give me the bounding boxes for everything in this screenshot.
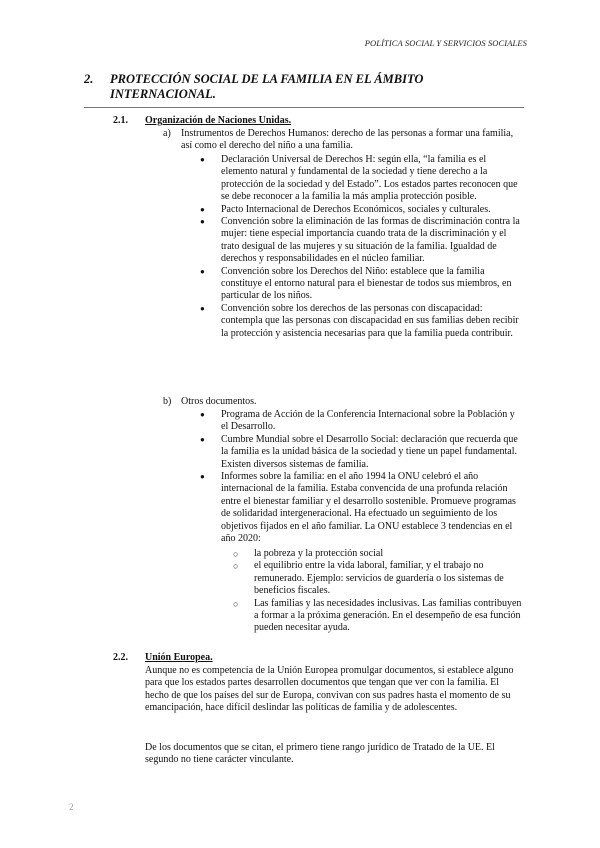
hollow-bullet-icon: ○ <box>233 549 239 559</box>
list-item: ● Declaración Universal de Derechos H: según ella, “la familia es el elemento natural y fundamental de la sociedad y tiene derecho a la protección de la sociedad y del Estado”. Los estados partes reconocen que se debe reconocer a la familia la más amplia protección posible. <box>200 154 518 203</box>
running-header: POLÍTICA SOCIAL Y SERVICIOS SOCIALES <box>364 38 527 48</box>
bullet-icon: ● <box>200 266 205 276</box>
section-2-1-heading: Organización de Naciones Unidas. <box>145 115 292 126</box>
list-item: ○ Las familias y las necesidades inclusivas. Las familias contribuyen a formar a la próxima generación. En el desempeño de esa función pueden necesitar ayuda. <box>233 597 522 634</box>
bullet-icon: ● <box>200 217 205 227</box>
list-label-a: a) <box>163 128 171 139</box>
list-item: ● Convención sobre los Derechos del Niño: establece que la familia constituye el entorno natural para el bienestar de todos sus miembros, en particular de los niños. <box>200 265 512 302</box>
chapter-title: PROTECCIÓN SOCIAL DE LA FAMILIA EN EL ÁMBITO INTERNACIONAL. <box>110 72 424 101</box>
list-item: ○ el equilibrio entre la vida laboral, familiar, y el trabajo no remunerado. Ejemplo: servicios de guardería o los sistemas de beneficios fiscales. <box>233 560 504 597</box>
b-sub-list <box>233 548 522 635</box>
list-item: ● Convención sobre la eliminación de las formas de discriminación contra la mujer: tiene especial importancia cuando trata de la discriminación y el trato desigual de las mujeres y su situación de la familia. Igualdad de derechos y responsabilidades en el núcleo familiar. <box>200 216 520 265</box>
section-2-2-paragraph-2: De los documentos que se citan, el primero tiene rango jurídico de Tratado de la UE. El segundo no tiene carácter vinculante. <box>145 742 495 766</box>
chapter-number: 2. <box>84 72 94 86</box>
list-item: ○ la pobreza y la protección social <box>233 548 384 559</box>
bullet-icon: ● <box>200 155 205 164</box>
bullet-icon: ● <box>200 303 205 313</box>
list-item: ● Programa de Acción de la Conferencia Internacional sobre la Población y el Desarrollo. <box>200 409 515 433</box>
list-item: ● Informes sobre la familia: en el año 1994 la ONU celebró el año internacional de la familia. Estaba convencida de una profunda relación entre el bienestar familiar y el desarrollo sostenible. Promueve programas de solidaridad intergeneracional. Ha efectuado un seguimiento de los objetivos fijados en el año familiar. La ONU establece 3 tendencias en el año 2020: <box>200 471 516 545</box>
bullet-icon: ● <box>200 434 205 444</box>
bullet-icon: ● <box>200 410 205 419</box>
b-bullet-list <box>200 409 522 545</box>
a-bullet-list <box>200 154 522 340</box>
section-2-2-number: 2.2. <box>113 652 128 663</box>
title-divider <box>84 107 524 108</box>
list-text-a: Instrumentos de Derechos Humanos: derecho de las personas a formar una familia, así como el derecho del niño a una familia. <box>181 128 514 152</box>
section-2-1-number: 2.1. <box>113 115 128 126</box>
list-item: ● Pacto Internacional de Derechos Económicos, sociales y culturales. <box>200 203 491 215</box>
bullet-icon: ● <box>200 472 205 482</box>
list-text-b: Otros documentos. <box>181 396 257 407</box>
bullet-icon: ● <box>200 204 205 214</box>
hollow-bullet-icon: ○ <box>233 561 239 572</box>
list-item: ● Cumbre Mundial sobre el Desarrollo Social: declaración que recuerda que la familia es la unidad básica de la sociedad y tiene un papel fundamental. Existen diversos sistemas de familia. <box>200 433 518 470</box>
section-2-2-heading: Unión Europea. <box>145 652 213 663</box>
list-label-b: b) <box>163 396 172 407</box>
hollow-bullet-icon: ○ <box>233 598 239 609</box>
list-item: ● Convención sobre los derechos de las personas con discapacidad: contempla que las personas con discapacidad en sus familias deben recibir la protección y asistencia necesarias para que la familia pueda contribuir. <box>200 302 519 339</box>
page-number: 2 <box>69 802 74 812</box>
section-2-2-paragraph-1: Aunque no es competencia de la Unión Europea promulgar documentos, si establece alguno para que los estados partes desarrollen documentos que tengan que ver con la familia. El hecho de que los países del sur de Europa, convivan con sus padres hasta el momento de su emancipación, hace difícil deslindar las políticas de familia y de adolescentes. <box>145 665 514 714</box>
